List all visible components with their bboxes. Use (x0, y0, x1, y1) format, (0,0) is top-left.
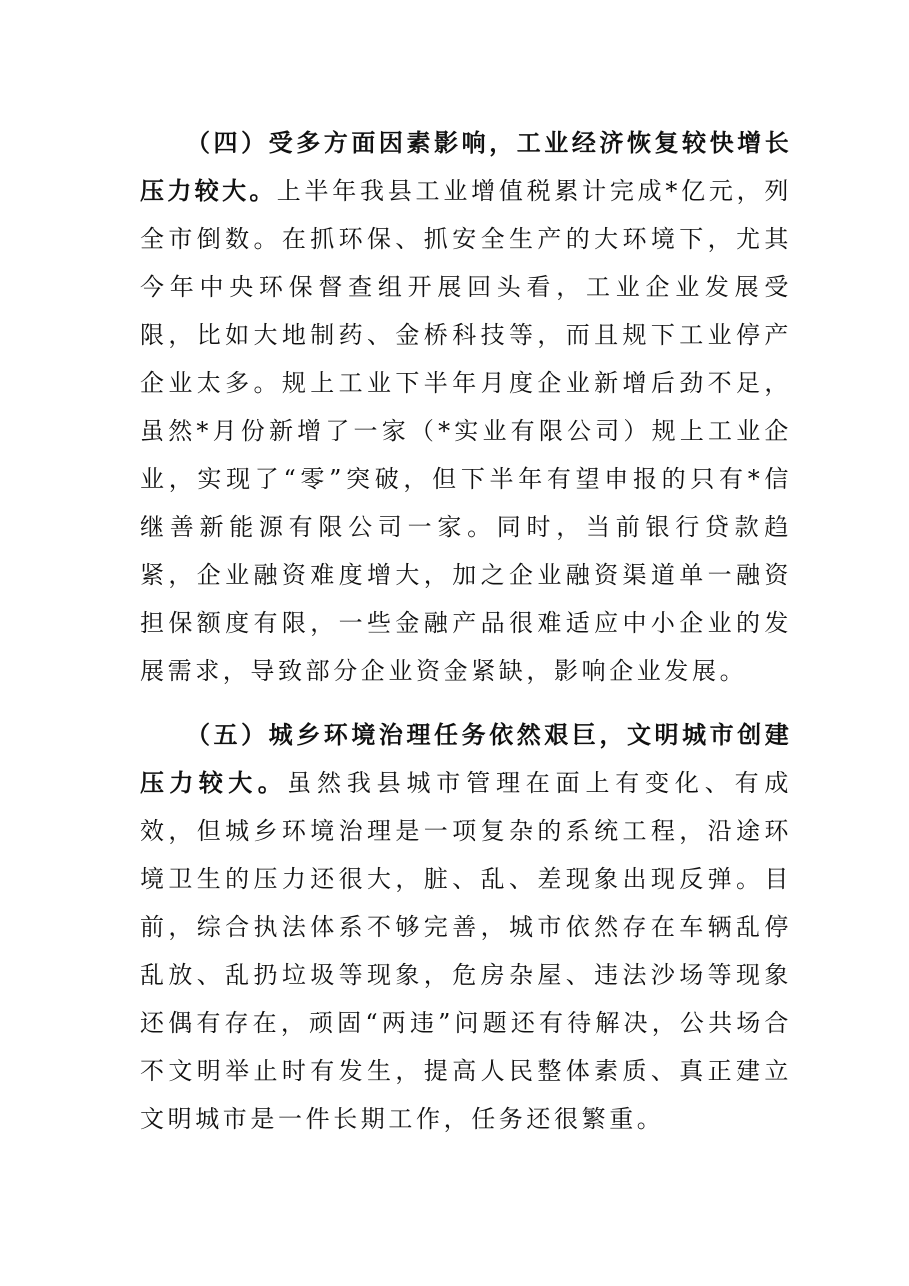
section-five-paragraph (140, 711, 792, 1143)
section-four-heading: （四）受多方面因素影响，工业经济恢复较快增长压力较大。 (140, 129, 792, 205)
section-five-heading: （五）城乡环境治理任务依然艰巨，文明城市创建压力较大。 (140, 721, 792, 797)
section-five-text: 虽然我县城市管理在面上有变化、有成效，但城乡环境治理是一项复杂的系统工程，沿途环境卫生的压力还很大，脏、乱、差现象出现反弹。目前，综合执法体系不够完善，城市依然存在车辆乱停乱放、乱扔垃圾等现象，危房杂屋、违法沙场等现象还偶有存在，顽固“两违”问题还有待解决，公共场合不文明举止时有发生，提高人民整体素质、真正建立文明城市是一件长期工作，任务还很繁重。 (140, 769, 793, 1133)
document-body (140, 119, 792, 1159)
section-four-text: 上半年我县工业增值税累计完成*亿元，列全市倒数。在抓环保、抓安全生产的大环境下，尤其今年中央环保督查组开展回头看，工业企业发展受限，比如大地制药、金桥科技等，而且规下工业停产企业太多。规上工业下半年月度企业新增后劲不足，虽然*月份新增了一家（*实业有限公司）规上工业企业，实现了“零”突破，但下半年有望申报的只有*信继善新能源有限公司一家。同时，当前银行贷款趋紧，企业融资难度增大，加之企业融资渠道单一融资担保额度有限，一些金融产品很难适应中小企业的发展需求，导致部分企业资金紧缺，影响企业发展。 (140, 177, 792, 685)
section-four-paragraph (140, 119, 792, 695)
